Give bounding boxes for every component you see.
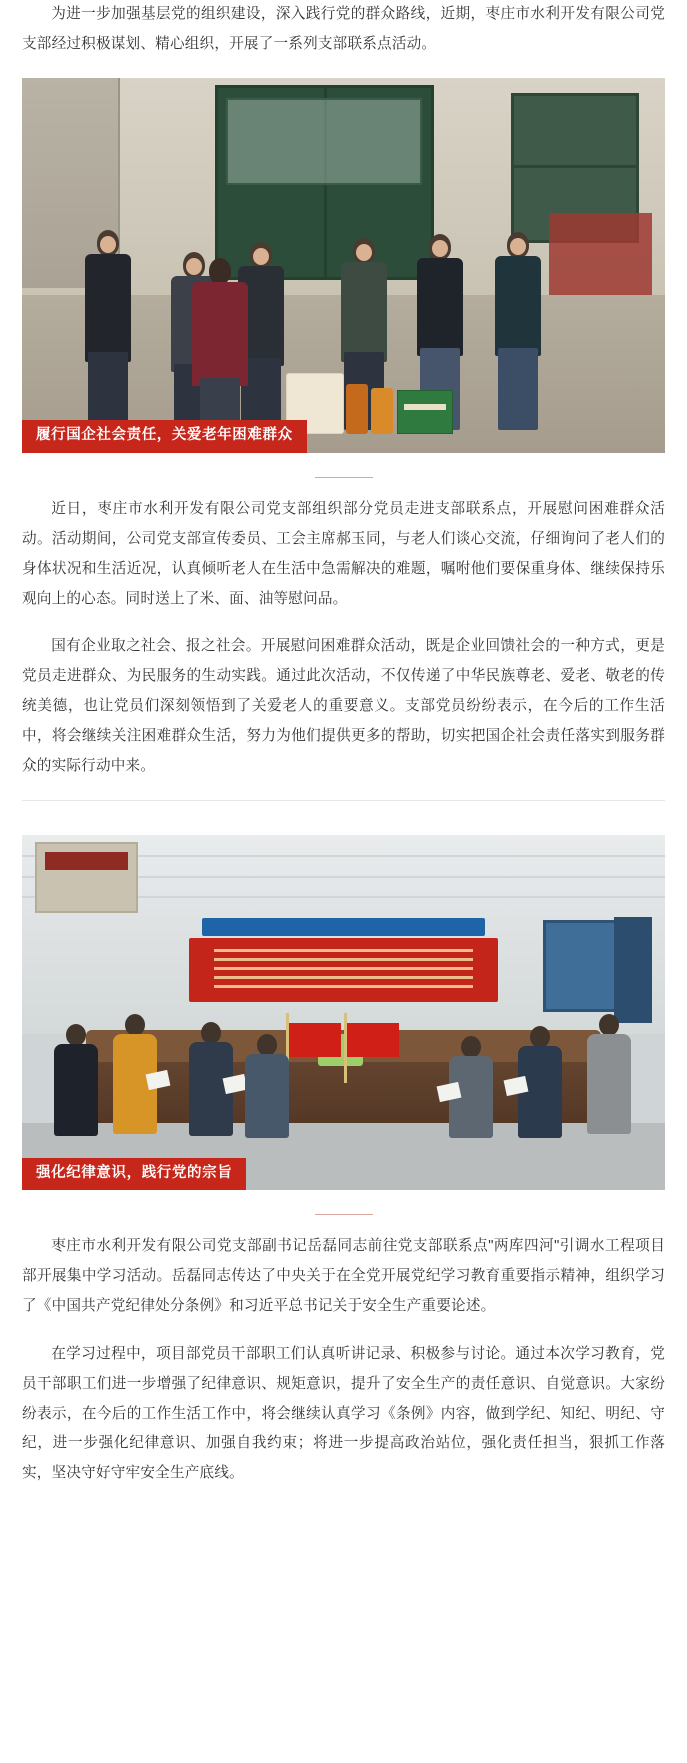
party-members-visiting-elderly-villagers-photo (22, 78, 665, 453)
wall-poster (35, 842, 138, 913)
party-discipline-study-meeting-photo (22, 835, 665, 1190)
section-1-paragraph-1: 近日，枣庄市水利开发有限公司党支部组织部分党员走进支部联系点，开展慰问困难群众活动。活动期间，公司党支部宣传委员、工会主席郝玉同，与老人们谈心交流，仔细询问了老人们的身体状况和生活近况，认真倾听老人在生活中急需解决的难题，嘱咐他们要保重身体、继续保持乐观向上的心态。同时送上了米、面、油等慰问品。 (22, 500, 665, 607)
photo-block-2 (22, 835, 665, 1190)
section-divider-1 (22, 471, 665, 485)
intro-section (0, 0, 687, 60)
section-2-paragraph-1: 枣庄市水利开发有限公司党支部副书记岳磊同志前往党支部联系点"两库四河"引调水工程项目部开展集中学习活动。岳磊同志传达了中央关于在全党开展党纪学习教育重要指示精神，组织学习了《中国共产党纪律处分条例》和习近平总书记关于安全生产重要论述。 (22, 1237, 665, 1314)
section-2-text (0, 1232, 687, 1489)
section-2-paragraph-2: 在学习过程中，项目部党员干部职工们认真听讲记录、积极参与讨论。通过本次学习教育，党员干部职工们进一步增强了纪律意识、规矩意识，提升了安全生产的责任意识、自觉意识。大家纷纷表示，在今后的工作生活工作中，将会继续认真学习《条例》内容，做到学纪、知纪、明纪、守纪，进一步强化纪律意识、加强自我约束；将进一步提高政治站位，强化责任担当，狠抓工作落实，坚决守好守牢安全生产底线。 (22, 1345, 665, 1482)
meeting-banner (189, 938, 498, 1002)
photo-block-1 (22, 78, 665, 453)
section-divider-2 (22, 1208, 665, 1222)
section-1-text (0, 495, 687, 801)
photo-caption-1: 履行国企社会责任，关爱老年困难群众 (22, 420, 307, 452)
photo-caption-2: 强化纪律意识，践行党的宗旨 (22, 1158, 246, 1190)
intro-paragraph: 为进一步加强基层党的组织建设，深入践行党的群众路线，近期，枣庄市水利开发有限公司党支部经过积极谋划、精心组织，开展了一系列支部联系点活动。 (22, 6, 665, 52)
section-1-paragraph-2: 国有企业取之社会、报之社会。开展慰问困难群众活动，既是企业回馈社会的一种方式，更是党员走进群众、为民服务的生动实践。通过此次活动，不仅传递了中华民族尊老、爱老、敬老的传统美德，也让党员们深刻领悟到了关爱老人的重要意义。支部党员纷纷表示，在今后的工作生活中，将会继续关注困难群众生活，努力为他们提供更多的帮助，切实把国企社会责任落实到服务群众的实际行动中来。 (22, 638, 665, 775)
